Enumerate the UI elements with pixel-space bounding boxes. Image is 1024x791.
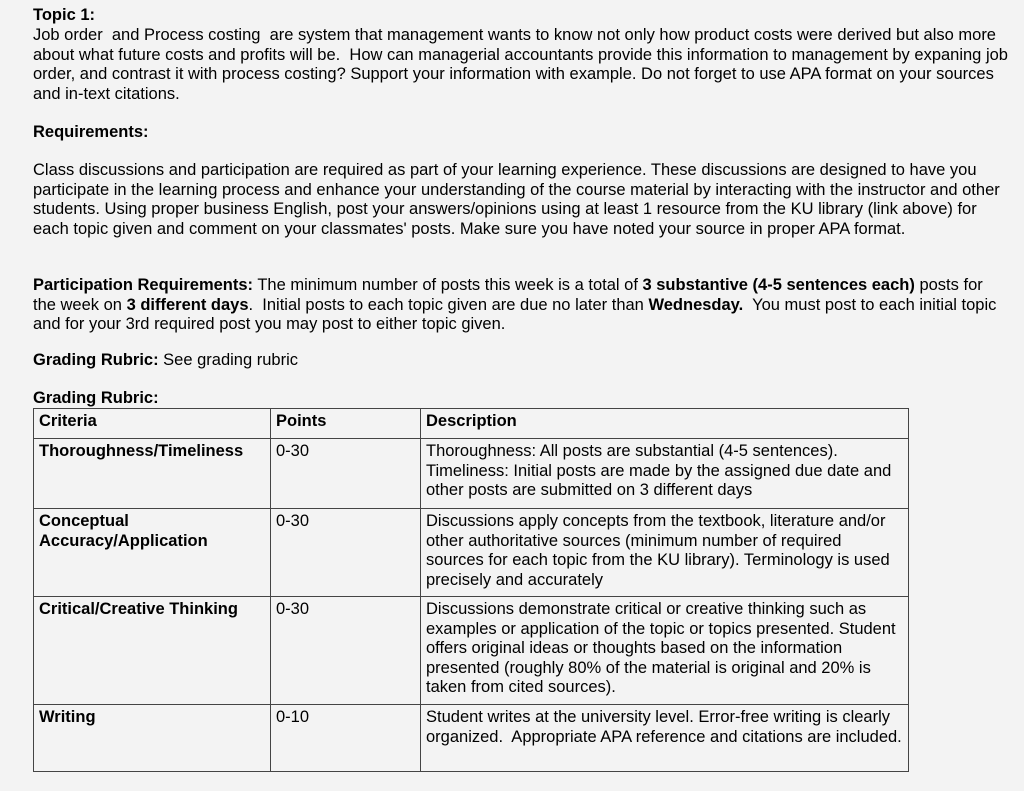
criteria-cell: Critical/Creative Thinking [34,597,271,705]
table-row [34,509,909,597]
participation-text-3: . Initial posts to each topic given are due no later than [248,295,649,314]
description-cell: Discussions demonstrate critical or creative thinking such as examples or application of the topic or topics presented. Student offers original ideas or thoughts based on the information presented (roughly 80% of the material is original and 20% is taken from cited sources). [421,597,909,705]
grading-rubric-table [33,408,909,772]
requirements-heading: Requirements: [33,123,149,141]
points-cell: 0-30 [271,439,421,509]
description-header: Description [421,409,909,439]
topic-title: Topic 1: [33,6,96,24]
participation-label: Participation Requirements: [33,276,254,294]
participation-text-1: The minimum number of posts this week is a total of [253,276,643,294]
participation-days: 3 different days [126,295,249,314]
grading-rubric-text: See grading rubric [158,351,299,369]
requirements-text: Class discussions and participation are required as part of your learning experience. These discussions are designed to have you participate in the learning process and enhance your understanding of the course material by interacting with the instructor and other students. Using proper business English, post your answers/opinions using at least 1 resource from the KU library (link above) for each topic given and comment on your classmates' posts. Make sure you have noted your source in proper APA format. [33,161,1000,238]
participation-text-2: posts for the week on [33,276,988,314]
table-header-row [34,409,909,439]
points-cell: 0-10 [271,705,421,772]
description-cell: Thoroughness: All posts are substantial (4-5 sentences). Timeliness: Initial posts are made by the assigned due date and other posts are submitted on 3 different days [421,439,909,509]
participation-text-4: You must post to each initial topic and for your 3rd required post you may post to either topic given. [33,295,1001,333]
description-cell: Student writes at the university level. Error-free writing is clearly organized. Appropriate APA reference and citations are included. [421,705,909,772]
table-row [34,597,909,705]
points-cell: 0-30 [271,597,421,705]
grading-rubric-label: Grading Rubric: [33,351,159,369]
criteria-cell: Writing [34,705,271,772]
table-row [34,705,909,772]
points-cell: 0-30 [271,509,421,597]
participation-due-day: Wednesday. [648,295,744,314]
participation-post-count: 3 substantive (4-5 sentences each) [642,276,915,294]
rubric-heading: Grading Rubric: [33,389,159,407]
description-cell: Discussions apply concepts from the textbook, literature and/or other authoritative sources (minimum number of required sources for each topic from the KU library). Terminology is used precisely and accurately [421,509,909,597]
topic-prompt: Job order and Process costing are system that management wants to know not only how product costs were derived but also more about what future costs and profits will be. How can managerial accountants provide this information to management by expaning job order, and contrast it with process costing? Support your information with example. Do not forget to use APA format on your sources and in-text citations. [33,26,1013,103]
grading-rubric-note [33,351,1010,371]
points-header: Points [271,409,421,439]
criteria-cell: Thoroughness/Timeliness [34,439,271,509]
table-row [34,439,909,509]
criteria-header: Criteria [34,409,271,439]
criteria-cell: Conceptual Accuracy/Application [34,509,271,597]
participation-requirements [33,276,1010,335]
